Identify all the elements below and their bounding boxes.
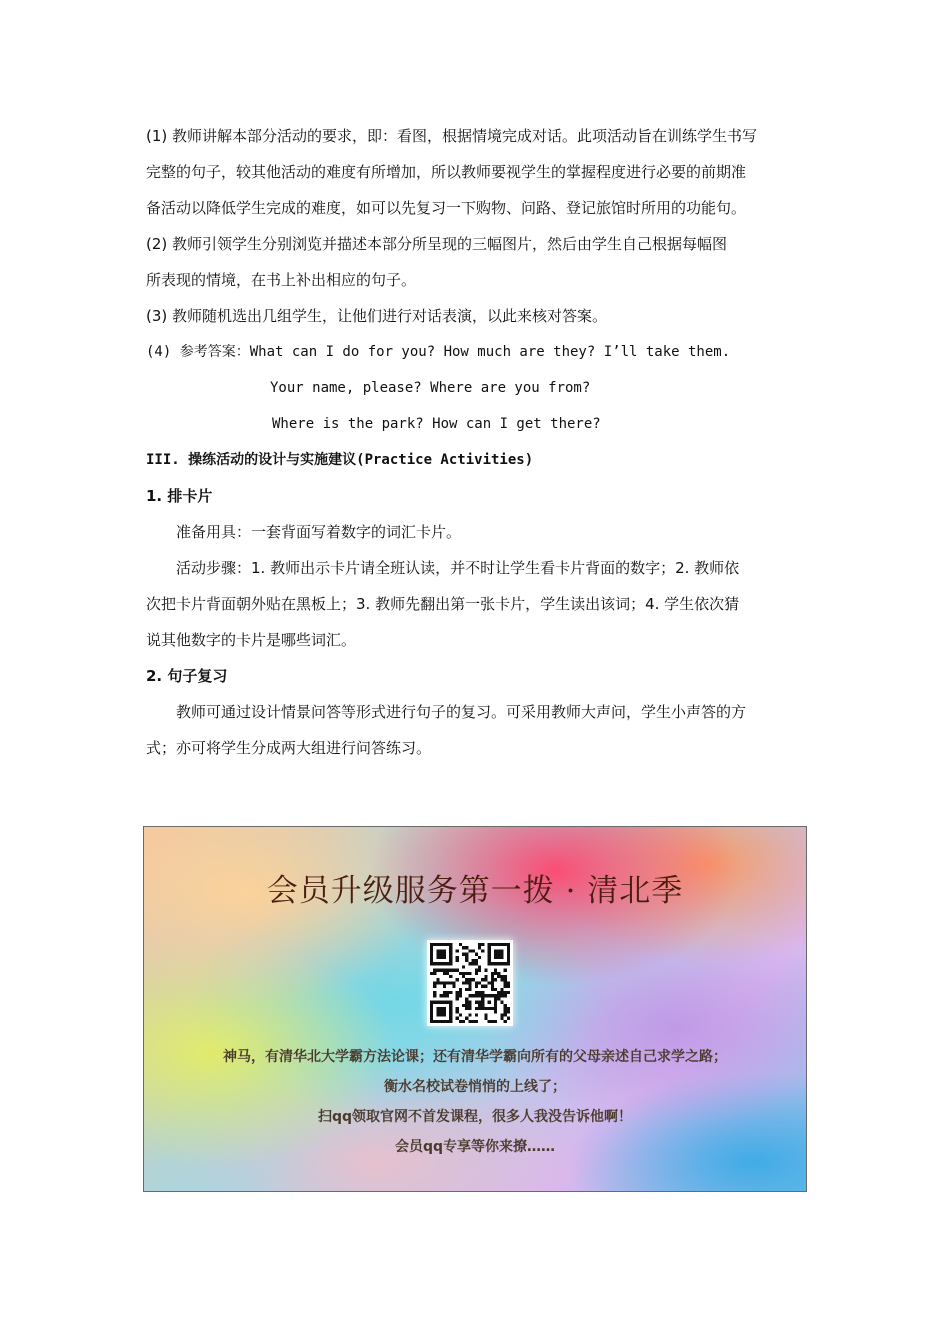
item-1-tools: 准备用具：一套背面写着数字的词汇卡片。 — [176, 523, 462, 541]
answer-line-2: Your name, please? Where are you from? — [270, 380, 591, 396]
qr-code-icon[interactable] — [427, 940, 513, 1026]
paragraph-2-line-2: 所表现的情境，在书上补出相应的句子。 — [146, 271, 417, 289]
banner-line-1: 神马，有清华北大学霸方法论课；还有清华学霸向所有的父母亲述自己求学之路； — [223, 1049, 727, 1065]
banner-line-3: 扫qq领取官网不首发课程，很多人我没告诉他啊！ — [317, 1109, 633, 1125]
item-1-steps-line-1: 活动步骤：1. 教师出示卡片请全班认读，并不时让学生看卡片背面的数字；2. 教师依 — [176, 559, 740, 577]
paragraph-1-line-3: 备活动以降低学生完成的难度，如可以先复习一下购物、问路、登记旅馆时所用的功能句。 — [146, 199, 747, 217]
section-3-heading: III. 操练活动的设计与实施建议(Practice Activities) — [146, 452, 534, 468]
paragraph-1-line-2: 完整的句子，较其他活动的难度有所增加，所以教师要视学生的掌握程度进行必要的前期准 — [146, 163, 747, 181]
item-1-heading: 1. 排卡片 — [146, 487, 213, 505]
banner-line-4: 会员qq专享等你来撩…… — [394, 1139, 556, 1155]
answer-line-1: (4) 参考答案：What can I do for you? How much are they? I’ll take them. — [146, 344, 731, 360]
item-1-steps-line-2: 次把卡片背面朝外贴在黑板上；3. 教师先翻出第一张卡片，学生读出该词；4. 学生依次猜 — [146, 595, 740, 613]
answer-line-3: Where is the park? How can I get there? — [272, 416, 601, 432]
item-2-line-2: 式；亦可将学生分成两大组进行问答练习。 — [146, 739, 432, 757]
paragraph-1-line-1: (1) 教师讲解本部分活动的要求，即：看图，根据情境完成对话。此项活动旨在训练学生书写 — [146, 127, 758, 145]
item-1-steps-line-3: 说其他数字的卡片是哪些词汇。 — [146, 631, 357, 649]
banner-title: 会员升级服务第一拨 · 清北季 — [266, 873, 684, 909]
paragraph-3-line-1: (3) 教师随机选出几组学生，让他们进行对话表演，以此来核对答案。 — [146, 307, 608, 325]
paragraph-2-line-1: (2) 教师引领学生分别浏览并描述本部分所呈现的三幅图片，然后由学生自己根据每幅图 — [146, 235, 728, 253]
document-body — [146, 118, 810, 766]
item-2-line-1: 教师可通过设计情景问答等形式进行句子的复习。可采用教师大声问，学生小声答的方 — [176, 703, 747, 721]
banner-text — [144, 1042, 806, 1162]
promo-banner[interactable] — [143, 826, 807, 1192]
banner-line-2: 衡水名校试卷悄悄的上线了； — [384, 1079, 566, 1095]
item-2-heading: 2. 句子复习 — [146, 667, 228, 685]
